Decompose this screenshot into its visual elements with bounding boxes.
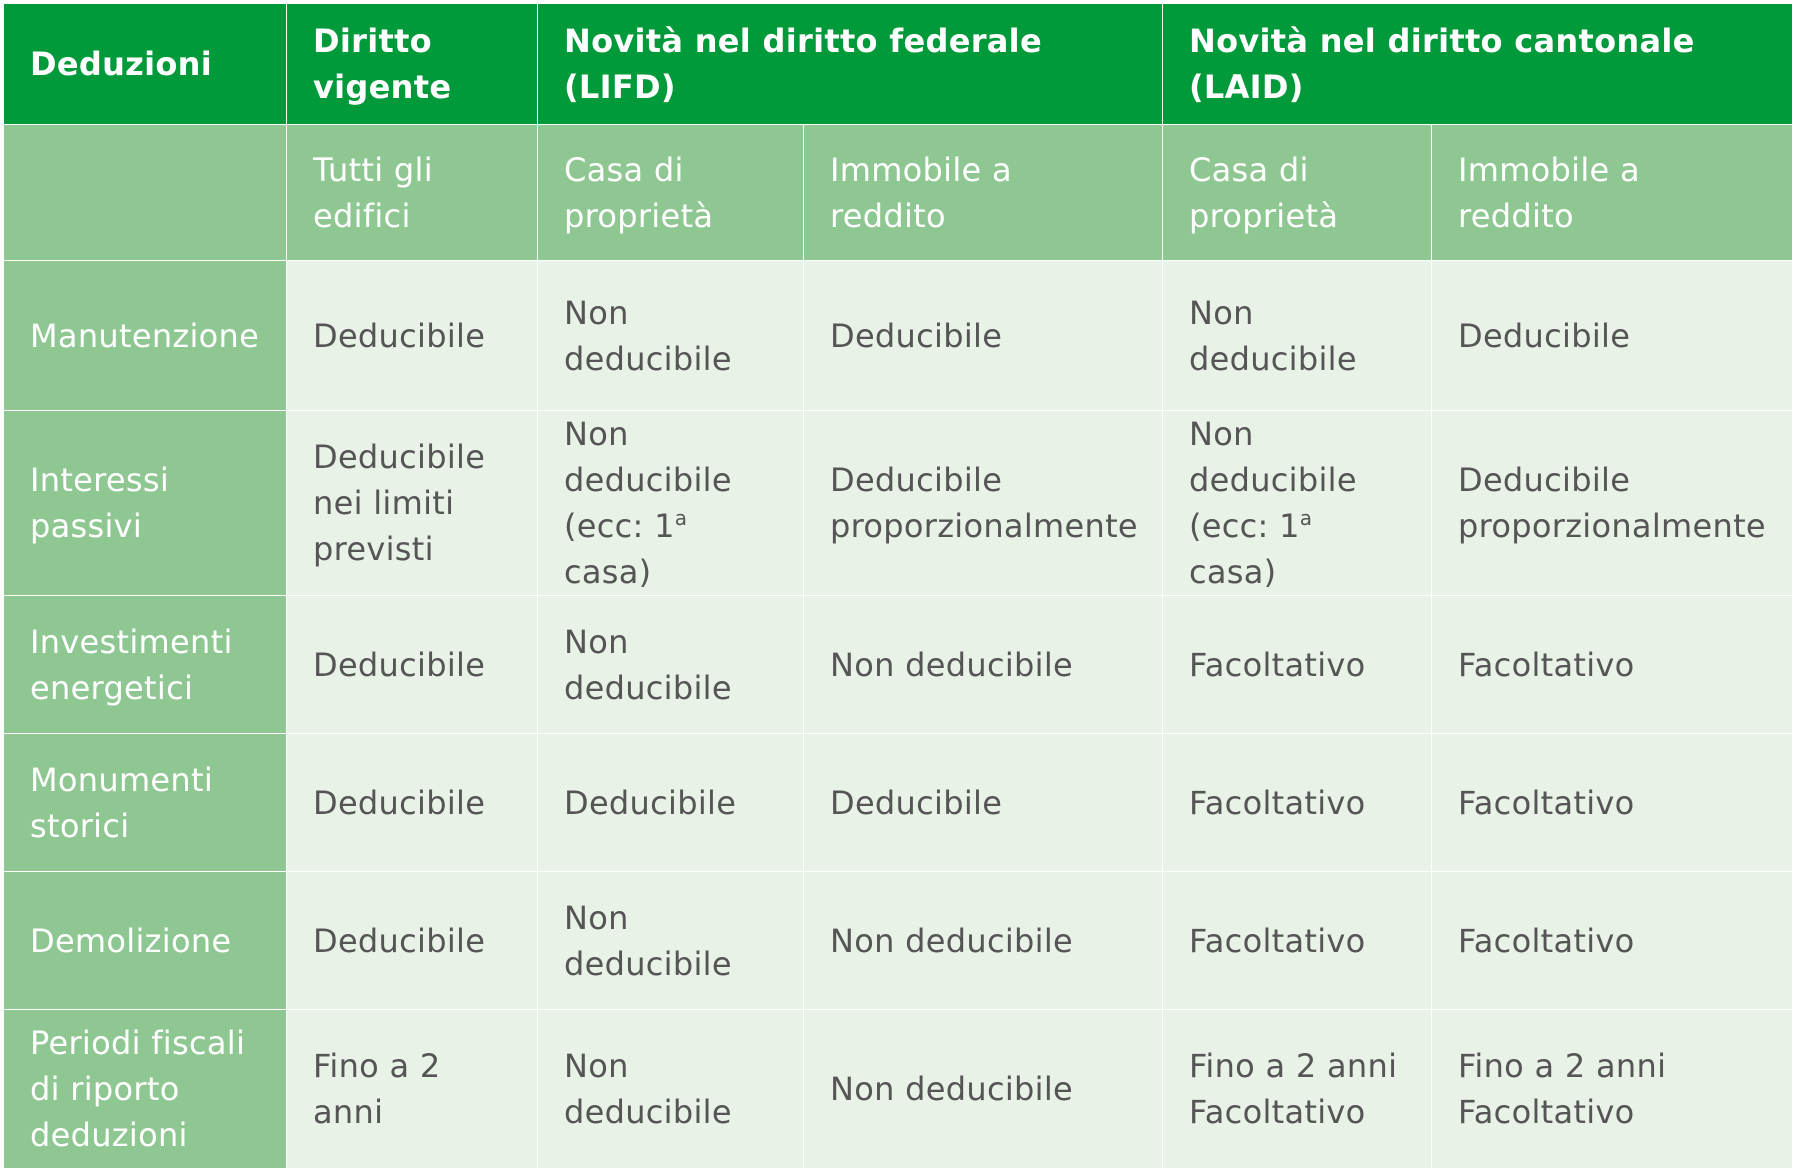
cell-text: Non deducibile <box>564 415 732 499</box>
header-deduzioni: Deduzioni <box>4 4 287 125</box>
table-row <box>4 596 1793 734</box>
row-label: Manutenzione <box>4 261 287 411</box>
exception-note: (ecc: 1$^a$ casa) <box>564 506 688 591</box>
cell-cantonale-casa: Facoltativo <box>1163 872 1432 1010</box>
header-diritto-federale: Novità nel diritto federale (LIFD) <box>538 4 1163 125</box>
cell-cantonale-immobile: Deducibile proporzionalmente <box>1432 411 1793 596</box>
table-row <box>4 872 1793 1010</box>
cell-cantonale-immobile: Facoltativo <box>1432 872 1793 1010</box>
cell-vigente: Fino a 2 anni <box>287 1010 538 1169</box>
table-row <box>4 261 1793 411</box>
cell-cantonale-immobile: Deducibile <box>1432 261 1793 411</box>
row-label: Investimenti energetici <box>4 596 287 734</box>
cell-federale-immobile: Non deducibile <box>804 596 1163 734</box>
cell-text: Facoltativo <box>1458 1093 1635 1131</box>
cell-vigente: Deducibile <box>287 596 538 734</box>
row-label: Interessi passivi <box>4 411 287 596</box>
cell-text: Non deducibile <box>1189 415 1357 499</box>
table-row <box>4 411 1793 596</box>
cell-text: Fino a 2 anni <box>1189 1047 1398 1085</box>
table-row <box>4 734 1793 872</box>
cell-federale-immobile: Deducibile <box>804 261 1163 411</box>
subheader-federale-casa: Casa di proprietà <box>538 125 804 261</box>
cell-cantonale-casa: Facoltativo <box>1163 596 1432 734</box>
cell-vigente: Deducibile nei limiti previsti <box>287 411 538 596</box>
cell-cantonale-casa: Facoltativo <box>1163 734 1432 872</box>
row-label: Periodi fiscali di riporto deduzioni <box>4 1010 287 1169</box>
cell-text: Fino a 2 anni <box>1458 1047 1667 1085</box>
cell-text: Facoltativo <box>1189 1093 1366 1131</box>
cell-federale-casa: Non deducibile <box>538 872 804 1010</box>
row-label: Monumenti storici <box>4 734 287 872</box>
cell-federale-immobile: Deducibile <box>804 734 1163 872</box>
cell-cantonale-casa <box>1163 1010 1432 1169</box>
cell-federale-casa: Non deducibile <box>538 596 804 734</box>
subheader-cantonale-casa: Casa di proprietà <box>1163 125 1432 261</box>
cell-cantonale-casa: Non deducibile <box>1163 261 1432 411</box>
cell-cantonale-immobile <box>1432 1010 1793 1169</box>
header-row <box>4 4 1793 125</box>
subheader-federale-immobile: Immobile a reddito <box>804 125 1163 261</box>
subheader-empty <box>4 125 287 261</box>
row-label: Demolizione <box>4 872 287 1010</box>
cell-federale-casa: Non deducibile <box>538 261 804 411</box>
subheader-cantonale-immobile: Immobile a reddito <box>1432 125 1793 261</box>
cell-federale-immobile: Non deducibile <box>804 1010 1163 1169</box>
cell-vigente: Deducibile <box>287 872 538 1010</box>
cell-federale-immobile: Non deducibile <box>804 872 1163 1010</box>
cell-cantonale-immobile: Facoltativo <box>1432 596 1793 734</box>
cell-federale-casa: Deducibile <box>538 734 804 872</box>
cell-vigente: Deducibile <box>287 734 538 872</box>
header-diritto-cantonale: Novità nel diritto cantonale (LAID) <box>1163 4 1793 125</box>
cell-cantonale-immobile: Facoltativo <box>1432 734 1793 872</box>
subheader-tutti-gli-edifici: Tutti gli edifici <box>287 125 538 261</box>
table-row <box>4 1010 1793 1169</box>
cell-vigente: Deducibile <box>287 261 538 411</box>
cell-federale-casa: Non deducibile <box>538 1010 804 1169</box>
subheader-row <box>4 125 1793 261</box>
cell-federale-casa <box>538 411 804 596</box>
cell-cantonale-casa <box>1163 411 1432 596</box>
cell-federale-immobile: Deducibile proporzionalmente <box>804 411 1163 596</box>
exception-note: (ecc: 1$^a$ casa) <box>1189 506 1313 591</box>
deductions-table <box>3 3 1793 1169</box>
header-diritto-vigente: Diritto vigente <box>287 4 538 125</box>
